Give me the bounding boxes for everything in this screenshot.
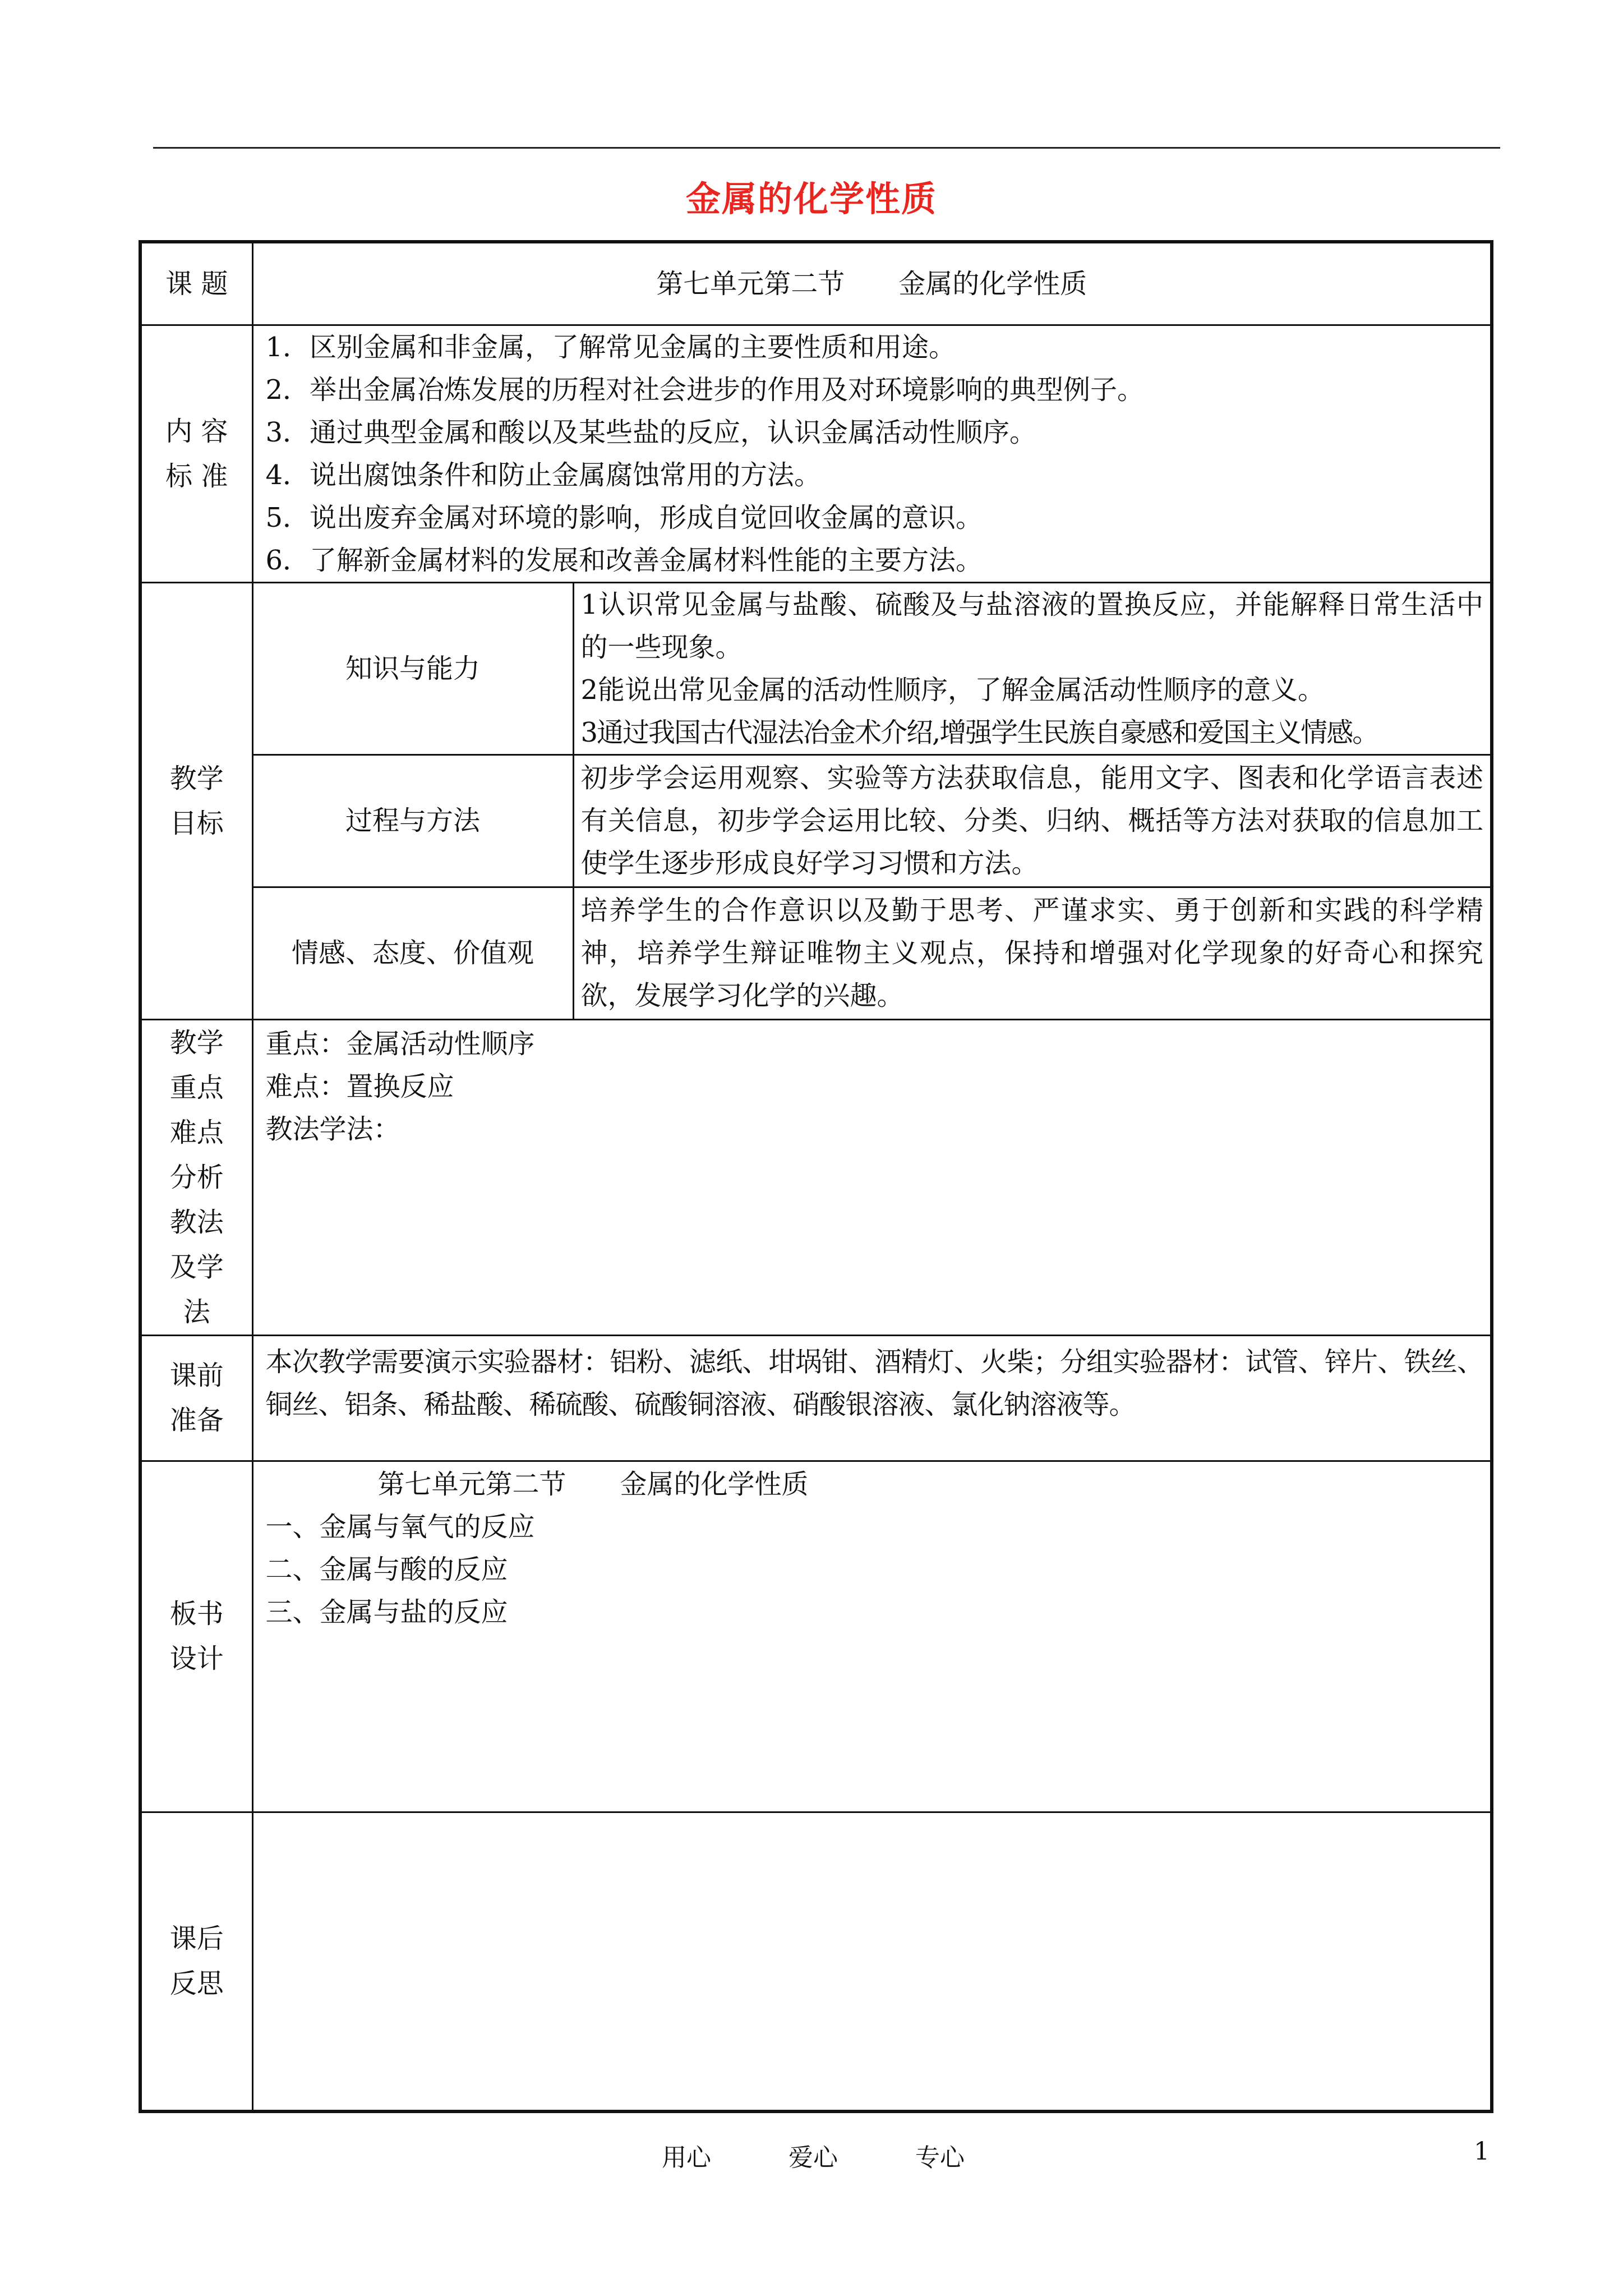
row-standards xyxy=(140,325,1492,582)
preparation-text: 本次教学需要演示实验器材：铝粉、滤纸、坩埚钳、酒精灯、火柴；分组实验器材：试管、锌片、铁丝、铜丝、铝条、稀盐酸、稀硫酸、硫酸铜溶液、硝酸银溶液、氯化钠溶液等。 xyxy=(252,1335,1492,1461)
row-board xyxy=(140,1461,1492,1812)
board-item: 三、金属与盐的反应 xyxy=(265,1596,508,1628)
row-objective-emotion xyxy=(140,887,1492,1019)
motto-word: 专心 xyxy=(915,2143,965,2172)
page-number: 1 xyxy=(1474,2137,1490,2166)
board-item: 一、金属与氧气的反应 xyxy=(265,1511,535,1543)
board-heading: 第七单元第二节 金属的化学性质 xyxy=(377,1468,809,1500)
key-point: 重点：金属活动性顺序 xyxy=(265,1028,535,1060)
row-preparation xyxy=(140,1335,1492,1461)
label-standards: 内 容 标 准 xyxy=(140,325,252,582)
row-objective-process xyxy=(140,754,1492,887)
knowledge-item: 3通过我国古代湿法冶金术介绍,增强学生民族自豪感和爱国主义情感。 xyxy=(580,716,1378,748)
standard-item: 2．举出金属冶炼发展的历程对社会进步的作用及对环境影响的典型例子。 xyxy=(265,374,1145,406)
standard-item: 1．区别金属和非金属，了解常见金属的主要性质和用途。 xyxy=(265,331,956,363)
label-objectives: 教学 目标 xyxy=(140,582,252,1019)
row-reflection xyxy=(140,1812,1492,2111)
reflection-content xyxy=(252,1812,1492,2111)
row-topic xyxy=(140,242,1492,325)
standard-item: 5．说出废弃金属对环境的影响，形成自觉回收金属的意识。 xyxy=(265,501,983,533)
label-process: 过程与方法 xyxy=(252,754,573,887)
row-keypoints xyxy=(140,1019,1492,1335)
board-content xyxy=(252,1461,1492,1812)
motto-word: 用心 xyxy=(662,2143,711,2172)
lesson-plan-table xyxy=(139,240,1493,2113)
keypoints-content xyxy=(252,1019,1492,1335)
standards-list xyxy=(252,325,1492,582)
label-preparation: 课前 准备 xyxy=(140,1335,252,1461)
standard-item: 3．通过典型金属和酸以及某些盐的反应，认识金属活动性顺序。 xyxy=(265,416,1037,448)
teaching-method: 教法学法： xyxy=(265,1113,400,1145)
knowledge-item: 1认识常见金属与盐酸、硫酸及与盐溶液的置换反应，并能解释日常生活中的一些现象。 xyxy=(580,588,1484,663)
board-item: 二、金属与酸的反应 xyxy=(265,1553,508,1585)
label-keypoints: 教学 重点 难点 分析 教法 及学 法 xyxy=(140,1019,252,1335)
topic-text: 第七单元第二节 金属的化学性质 xyxy=(252,242,1492,325)
footer-motto xyxy=(662,2137,965,2173)
knowledge-items xyxy=(573,582,1492,754)
standard-item: 4．说出腐蚀条件和防止金属腐蚀常用的方法。 xyxy=(265,459,822,491)
knowledge-item: 2能说出常见金属的活动性顺序，了解金属活动性顺序的意义。 xyxy=(580,674,1325,706)
emotion-text: 培养学生的合作意识以及勤于思考、严谨求实、勇于创新和实践的科学精神，培养学生辩证唯物主义观点，保持和增强对化学现象的好奇心和探究欲，发展学习化学的兴趣。 xyxy=(573,887,1492,1019)
process-text: 初步学会运用观察、实验等方法获取信息，能用文字、图表和化学语言表述有关信息，初步学会运用比较、分类、归纳、概括等方法对获取的信息加工使学生逐步形成良好学习习惯和方法。 xyxy=(573,754,1492,887)
label-knowledge: 知识与能力 xyxy=(252,582,573,754)
motto-word: 爱心 xyxy=(789,2143,838,2172)
label-topic: 课 题 xyxy=(140,242,252,325)
document-title: 金属的化学性质 xyxy=(685,178,937,219)
label-board: 板书 设计 xyxy=(140,1461,252,1812)
label-emotion: 情感、态度、价值观 xyxy=(252,887,573,1019)
header-rule xyxy=(153,147,1500,149)
label-reflection: 课后 反思 xyxy=(140,1812,252,2111)
difficult-point: 难点：置换反应 xyxy=(265,1070,454,1102)
standard-item: 6．了解新金属材料的发展和改善金属材料性能的主要方法。 xyxy=(265,544,983,576)
row-objective-knowledge xyxy=(140,582,1492,754)
